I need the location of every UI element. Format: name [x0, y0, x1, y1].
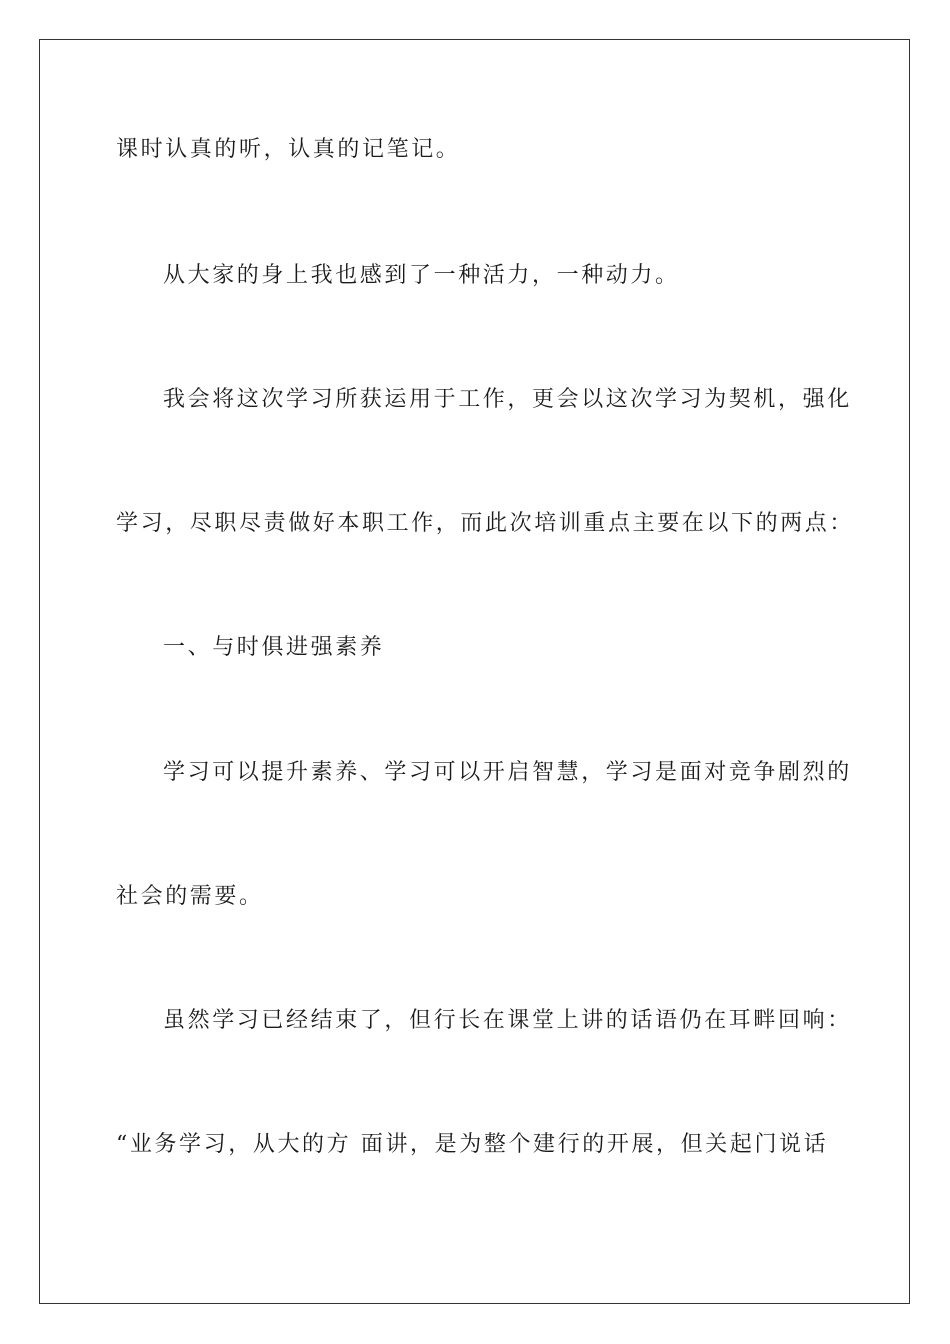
text-line-8: “业务学习，从大的方 面讲，是为整个建行的开展，但关起门说话: [116, 1132, 829, 1157]
text-line-2: 从大家的身上我也感到了一种活力，一种动力。: [163, 263, 680, 288]
text-line-6: 社会的需要。: [116, 884, 264, 909]
text-line-4: 学习，尽职尽责做好本职工作，而此次培训重点主要在以下的两点：: [116, 511, 855, 536]
text-line-7: 虽然学习已经结束了，但行长在课堂上讲的话语仍在耳畔回响：: [163, 1008, 852, 1033]
text-line-1: 课时认真的听，认真的记笔记。: [116, 137, 461, 162]
text-line-5: 学习可以提升素养、学习可以开启智慧，学习是面对竞争剧烈的: [163, 760, 852, 785]
section-heading-1: 一、与时俱进强素养: [163, 635, 385, 660]
page-border: [39, 39, 910, 1304]
text-line-3: 我会将这次学习所获运用于工作，更会以这次学习为契机，强化: [163, 387, 852, 412]
